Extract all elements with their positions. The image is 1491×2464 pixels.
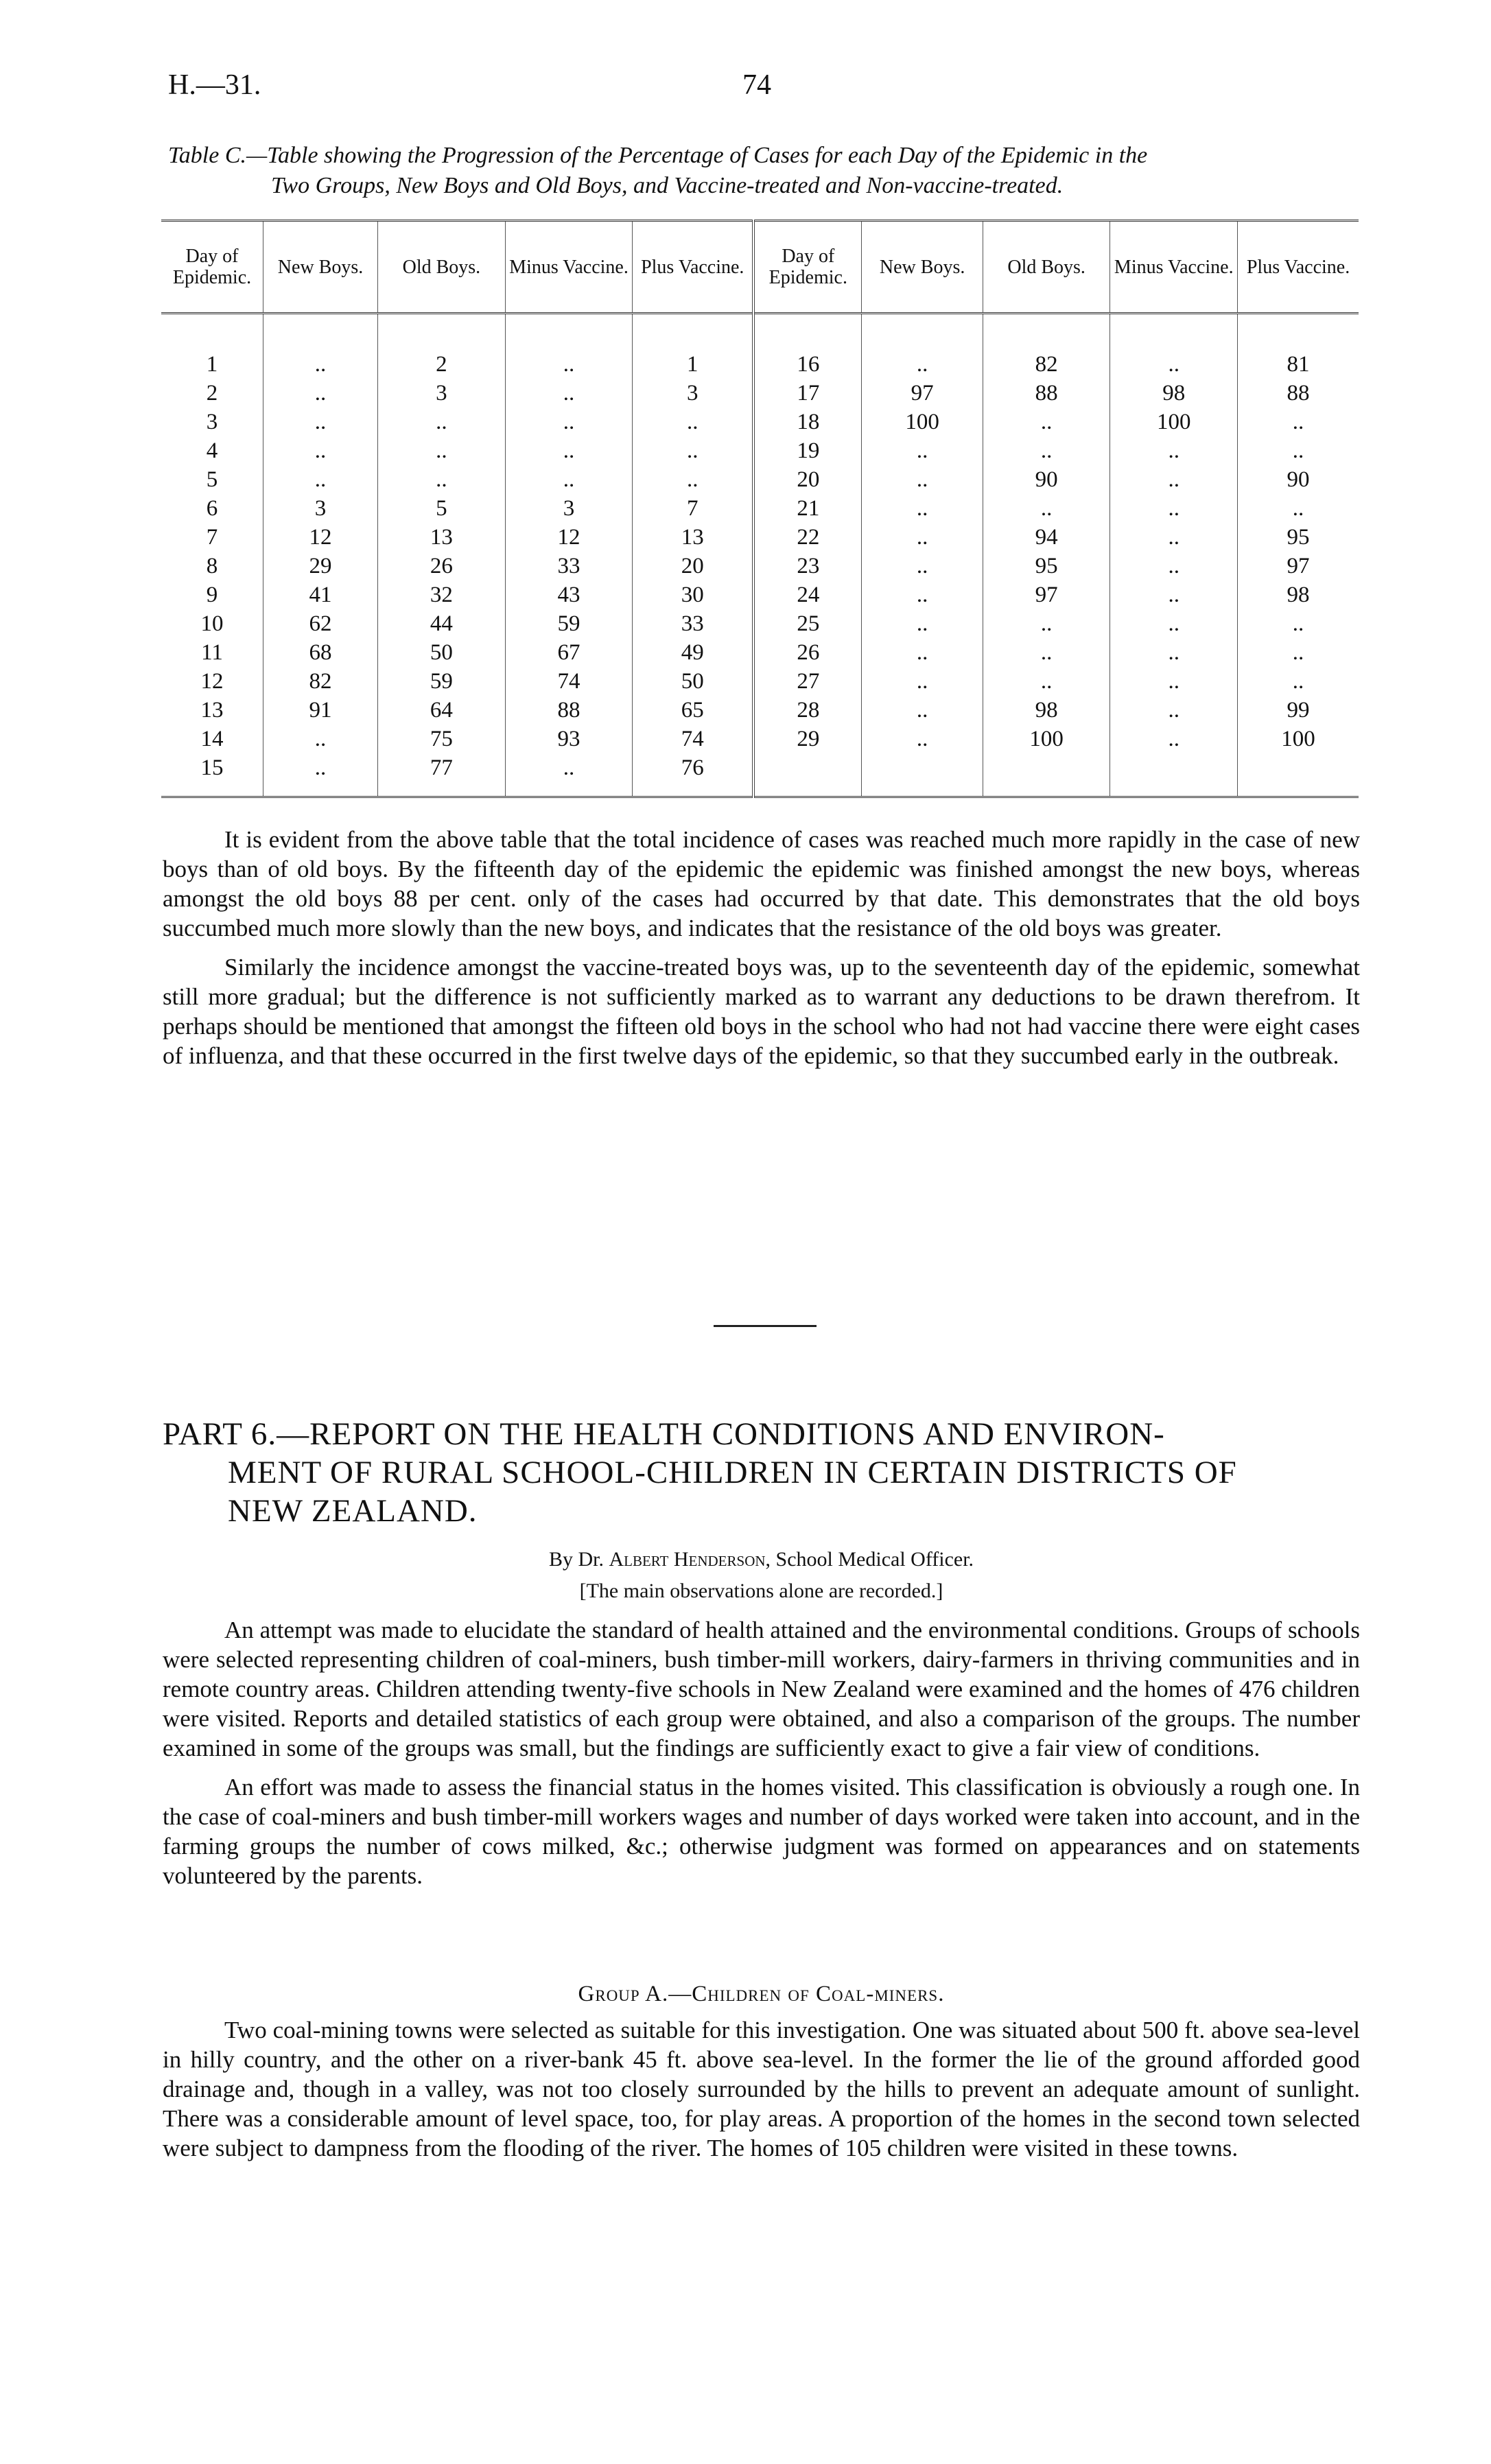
discussion-paragraph: It is evident from the above table that the total incidence of cases was reached much more rapidly in the case of new boys than of old boys. By the fifteenth day of the epidemic the epidemic was finished amongst the new boys, whereas amongst the old boys 88 per cent. only of the cases had occurred by that date. This demonstrates that the old boys succumbed much more slowly than the new boys, and indicates that the resistance of the old boys was greater.	[163, 826, 1360, 941]
cell-day: 11	[201, 640, 223, 665]
table-header-row	[161, 221, 1359, 314]
cell-day: 16	[753, 350, 862, 379]
cell-new-boys: 68	[263, 638, 378, 667]
cell-minus-vaccine: ..	[1110, 696, 1238, 725]
cell-old-boys: 44	[378, 609, 506, 638]
table-row	[161, 696, 1359, 725]
cell-plus-vaccine: 90	[1238, 465, 1359, 494]
table-row	[161, 408, 1359, 436]
cell-old-boys: 90	[983, 465, 1110, 494]
cell-plus-vaccine: 49	[633, 638, 753, 667]
cell-new-boys: ..	[263, 753, 378, 782]
byline-prefix: By Dr.	[548, 1548, 604, 1571]
table-row	[161, 350, 1359, 379]
cell-minus-vaccine: ..	[505, 408, 633, 436]
cell-new-boys: 82	[263, 667, 378, 696]
cell-minus-vaccine: ..	[1110, 350, 1238, 379]
body-paragraph: An attempt was made to elucidate the standard of health attained and the environmental conditions. Groups of schools were selected representing children of coal-miners, bush timber-mill workers, dairy-farmers in thriving communities and in remote country areas. Children attending twenty-five schools in New Zealand were examined and the homes of 476 children were visited. Reports and detailed statistics of each group were obtained, and also a comparison of the groups. The number examined in some of the groups was small, but the findings are sufficiently exact to give a fair view of conditions.	[163, 1617, 1360, 1761]
byline-suffix: , School Medical Officer.	[765, 1548, 974, 1571]
cell-day: 27	[753, 667, 862, 696]
cell-old-boys: 13	[378, 523, 506, 552]
table-row	[161, 609, 1359, 638]
cell-day: 19	[753, 436, 862, 465]
cell-new-boys: 3	[263, 494, 378, 523]
cell-plus-vaccine: ..	[1238, 494, 1359, 523]
part-6-title	[163, 1415, 1360, 1530]
cell-plus-vaccine: 99	[1238, 696, 1359, 725]
cell-new-boys: ..	[862, 609, 983, 638]
col-day-left: Day of Epidemic.	[161, 221, 263, 314]
cell-old-boys: 94	[983, 523, 1110, 552]
cell-day: 29	[753, 725, 862, 753]
cell-old-boys: 3	[378, 379, 506, 408]
cell-plus-vaccine: ..	[633, 408, 753, 436]
cell-minus-vaccine: 98	[1110, 379, 1238, 408]
page-number: 74	[742, 69, 771, 101]
col-day-right: Day of Epidemic.	[753, 221, 862, 314]
cell-plus-vaccine: ..	[1238, 609, 1359, 638]
cell-plus-vaccine: 88	[1238, 379, 1359, 408]
cell-day: 18	[753, 408, 862, 436]
cell-minus-vaccine: ..	[1110, 609, 1238, 638]
cell-new-boys	[862, 753, 983, 782]
cell-day: 22	[753, 523, 862, 552]
cell-day: 6	[206, 496, 218, 521]
cell-old-boys: 88	[983, 379, 1110, 408]
cell-day: 3	[206, 410, 218, 434]
cell-plus-vaccine: 30	[633, 580, 753, 609]
table-row	[161, 638, 1359, 667]
cell-minus-vaccine: ..	[1110, 552, 1238, 580]
group-a-paragraph: Two coal-mining towns were selected as suitable for this investigation. One was situated about 500 ft. above sea-level in hilly country, and the other on a river-bank 45 ft. above sea-level. In the former the lie of the ground afforded good drainage and, though in a valley, was not too closely surrounded by the hills to prevent an adequate amount of sunlight. There was a considerable amount of level space, too, for play areas. A proportion of the homes in the second town selected were subject to dampness from the flooding of the river. The homes of 105 children were visited in these towns.	[163, 2017, 1360, 2161]
cell-new-boys: 12	[263, 523, 378, 552]
part-6-title-line-2: MENT OF RURAL SCHOOL-CHILDREN IN CERTAIN DISTRICTS OF	[228, 1455, 1237, 1490]
col-minus-vaccine-right: Minus Vaccine.	[1110, 221, 1238, 314]
table-row	[161, 580, 1359, 609]
cell-new-boys: 100	[862, 408, 983, 436]
cell-minus-vaccine: ..	[1110, 465, 1238, 494]
cell-plus-vaccine	[1238, 753, 1359, 782]
cell-minus-vaccine: 88	[505, 696, 633, 725]
cell-old-boys: 75	[378, 725, 506, 753]
discussion-paragraph: Similarly the incidence amongst the vaccine-treated boys was, up to the seventeenth day of the epidemic, somewhat still more gradual; but the difference is not sufficiently marked as to warrant any deductions to be drawn therefrom. It perhaps should be mentioned that amongst the fifteen old boys in the school who had not had vaccine there were eight cases of influenza, and that these occurred in the first twelve days of the epidemic, so that they succumbed early in the outbreak.	[163, 954, 1360, 1069]
table-row	[161, 465, 1359, 494]
cell-plus-vaccine: ..	[1238, 436, 1359, 465]
table-spacer-row	[161, 314, 1359, 351]
cell-day: 25	[753, 609, 862, 638]
cell-day: 2	[206, 381, 218, 406]
table-caption-line-2: Two Groups, New Boys and Old Boys, and Vaccine-treated and Non-vaccine-treated.	[271, 173, 1064, 198]
table-discussion	[163, 825, 1360, 1080]
cell-new-boys: ..	[862, 638, 983, 667]
cell-plus-vaccine: 76	[633, 753, 753, 782]
cell-day: 8	[206, 554, 218, 578]
part-6-title-line-3: NEW ZEALAND.	[228, 1493, 478, 1529]
group-a-section	[163, 2015, 1360, 2172]
cell-new-boys: 29	[263, 552, 378, 580]
cell-new-boys: 91	[263, 696, 378, 725]
cell-plus-vaccine: 20	[633, 552, 753, 580]
col-plus-vaccine-left: Plus Vaccine.	[633, 221, 753, 314]
section-divider	[714, 1325, 817, 1327]
cell-new-boys: 97	[862, 379, 983, 408]
col-old-boys-left: Old Boys.	[378, 221, 506, 314]
cell-old-boys: 100	[983, 725, 1110, 753]
cell-minus-vaccine: ..	[505, 379, 633, 408]
cell-minus-vaccine: ..	[1110, 580, 1238, 609]
cell-old-boys: ..	[983, 408, 1110, 436]
progression-table	[161, 220, 1359, 798]
cell-new-boys: ..	[862, 436, 983, 465]
cell-old-boys: ..	[983, 609, 1110, 638]
cell-new-boys: ..	[263, 465, 378, 494]
cell-minus-vaccine: ..	[505, 753, 633, 782]
body-paragraph: An effort was made to assess the financial status in the homes visited. This classification is obviously a rough one. In the case of coal-miners and bush timber-mill workers wages and number of days worked were taken into account, and in the farming groups the number of cows milked, &c.; otherwise judgment was formed on appearances and on statements volunteered by the parents.	[163, 1774, 1360, 1889]
cell-old-boys: 2	[378, 350, 506, 379]
cell-minus-vaccine: ..	[505, 465, 633, 494]
col-new-boys-right: New Boys.	[862, 221, 983, 314]
col-plus-vaccine-right: Plus Vaccine.	[1238, 221, 1359, 314]
cell-plus-vaccine: ..	[1238, 667, 1359, 696]
cell-day: 12	[200, 669, 224, 694]
cell-old-boys: 59	[378, 667, 506, 696]
cell-new-boys: ..	[263, 408, 378, 436]
col-new-boys-left: New Boys.	[263, 221, 378, 314]
cell-new-boys: ..	[862, 523, 983, 552]
cell-day	[753, 753, 862, 782]
cell-plus-vaccine: 100	[1238, 725, 1359, 753]
running-head: H.—31.	[168, 69, 261, 101]
cell-old-boys: 32	[378, 580, 506, 609]
cell-day: 23	[753, 552, 862, 580]
cell-minus-vaccine: 12	[505, 523, 633, 552]
cell-plus-vaccine: 74	[633, 725, 753, 753]
cell-day: 24	[753, 580, 862, 609]
part-6-intro	[163, 1615, 1360, 1900]
cell-new-boys: ..	[862, 667, 983, 696]
cell-plus-vaccine: 65	[633, 696, 753, 725]
cell-plus-vaccine: 1	[633, 350, 753, 379]
table-row	[161, 523, 1359, 552]
cell-plus-vaccine: 95	[1238, 523, 1359, 552]
cell-day: 20	[753, 465, 862, 494]
byline	[163, 1548, 1360, 1571]
cell-minus-vaccine: 67	[505, 638, 633, 667]
cell-day: 9	[206, 583, 218, 607]
cell-new-boys: ..	[862, 494, 983, 523]
cell-plus-vaccine: 33	[633, 609, 753, 638]
table-body	[161, 314, 1359, 797]
cell-new-boys: ..	[862, 696, 983, 725]
cell-minus-vaccine: ..	[1110, 667, 1238, 696]
cell-day: 5	[206, 467, 218, 492]
cell-new-boys: ..	[263, 436, 378, 465]
cell-new-boys: ..	[862, 552, 983, 580]
group-a-heading: Group A.—Children of Coal-miners.	[578, 1982, 945, 2006]
cell-old-boys: 98	[983, 696, 1110, 725]
cell-old-boys: ..	[378, 465, 506, 494]
cell-old-boys: ..	[983, 667, 1110, 696]
cell-old-boys: ..	[983, 494, 1110, 523]
cell-day: 4	[206, 438, 218, 463]
part-6-title-line-1: PART 6.—REPORT ON THE HEALTH CONDITIONS AND ENVIRON-	[163, 1416, 1165, 1452]
table-caption	[168, 141, 1362, 201]
author-name: Albert Henderson	[609, 1548, 766, 1571]
cell-new-boys: ..	[862, 465, 983, 494]
cell-minus-vaccine: 74	[505, 667, 633, 696]
cell-minus-vaccine: 59	[505, 609, 633, 638]
cell-day: 14	[200, 727, 224, 751]
cell-minus-vaccine: ..	[1110, 494, 1238, 523]
cell-minus-vaccine: ..	[505, 436, 633, 465]
cell-old-boys	[983, 753, 1110, 782]
cell-old-boys: 95	[983, 552, 1110, 580]
cell-old-boys: 97	[983, 580, 1110, 609]
editorial-note: [The main observations alone are recorded.]	[579, 1580, 943, 1602]
cell-plus-vaccine: 7	[633, 494, 753, 523]
table-row	[161, 436, 1359, 465]
cell-old-boys: ..	[983, 638, 1110, 667]
cell-minus-vaccine: 93	[505, 725, 633, 753]
table-row	[161, 552, 1359, 580]
table-row	[161, 379, 1359, 408]
cell-plus-vaccine: ..	[1238, 638, 1359, 667]
cell-minus-vaccine: 100	[1110, 408, 1238, 436]
cell-new-boys: ..	[862, 725, 983, 753]
cell-day: 17	[753, 379, 862, 408]
cell-minus-vaccine: ..	[1110, 523, 1238, 552]
cell-old-boys: ..	[378, 436, 506, 465]
cell-day: 21	[753, 494, 862, 523]
cell-day: 28	[753, 696, 862, 725]
cell-plus-vaccine: ..	[633, 465, 753, 494]
cell-minus-vaccine: ..	[505, 350, 633, 379]
cell-plus-vaccine: 98	[1238, 580, 1359, 609]
cell-day: 1	[206, 352, 218, 377]
cell-plus-vaccine: ..	[633, 436, 753, 465]
cell-old-boys: 82	[983, 350, 1110, 379]
cell-old-boys: ..	[983, 436, 1110, 465]
cell-old-boys: 5	[378, 494, 506, 523]
cell-plus-vaccine: 50	[633, 667, 753, 696]
cell-old-boys: 26	[378, 552, 506, 580]
cell-day: 13	[200, 698, 224, 723]
col-minus-vaccine-left: Minus Vaccine.	[505, 221, 633, 314]
cell-minus-vaccine: 43	[505, 580, 633, 609]
cell-day: 26	[753, 638, 862, 667]
cell-minus-vaccine	[1110, 753, 1238, 782]
cell-day: 7	[206, 525, 218, 550]
cell-minus-vaccine: 3	[505, 494, 633, 523]
cell-old-boys: 50	[378, 638, 506, 667]
cell-day: 10	[200, 611, 224, 636]
cell-day: 15	[200, 755, 224, 780]
cell-plus-vaccine: 13	[633, 523, 753, 552]
cell-old-boys: 77	[378, 753, 506, 782]
cell-plus-vaccine: ..	[1238, 408, 1359, 436]
table-row	[161, 753, 1359, 782]
table-row	[161, 494, 1359, 523]
cell-new-boys: ..	[263, 350, 378, 379]
cell-new-boys: 41	[263, 580, 378, 609]
table-row	[161, 725, 1359, 753]
table-c	[161, 220, 1359, 798]
cell-new-boys: 62	[263, 609, 378, 638]
cell-minus-vaccine: ..	[1110, 638, 1238, 667]
cell-plus-vaccine: 3	[633, 379, 753, 408]
cell-minus-vaccine: ..	[1110, 436, 1238, 465]
table-end-row	[161, 782, 1359, 797]
cell-minus-vaccine: ..	[1110, 725, 1238, 753]
table-row	[161, 667, 1359, 696]
cell-old-boys: 64	[378, 696, 506, 725]
cell-new-boys: ..	[263, 725, 378, 753]
cell-plus-vaccine: 81	[1238, 350, 1359, 379]
cell-plus-vaccine: 97	[1238, 552, 1359, 580]
cell-new-boys: ..	[263, 379, 378, 408]
cell-minus-vaccine: 33	[505, 552, 633, 580]
table-caption-line-1: Table C.—Table showing the Progression of the Percentage of Cases for each Day of the Epidemic in the	[168, 143, 1148, 168]
cell-old-boys: ..	[378, 408, 506, 436]
cell-new-boys: ..	[862, 580, 983, 609]
col-old-boys-right: Old Boys.	[983, 221, 1110, 314]
cell-new-boys: ..	[862, 350, 983, 379]
